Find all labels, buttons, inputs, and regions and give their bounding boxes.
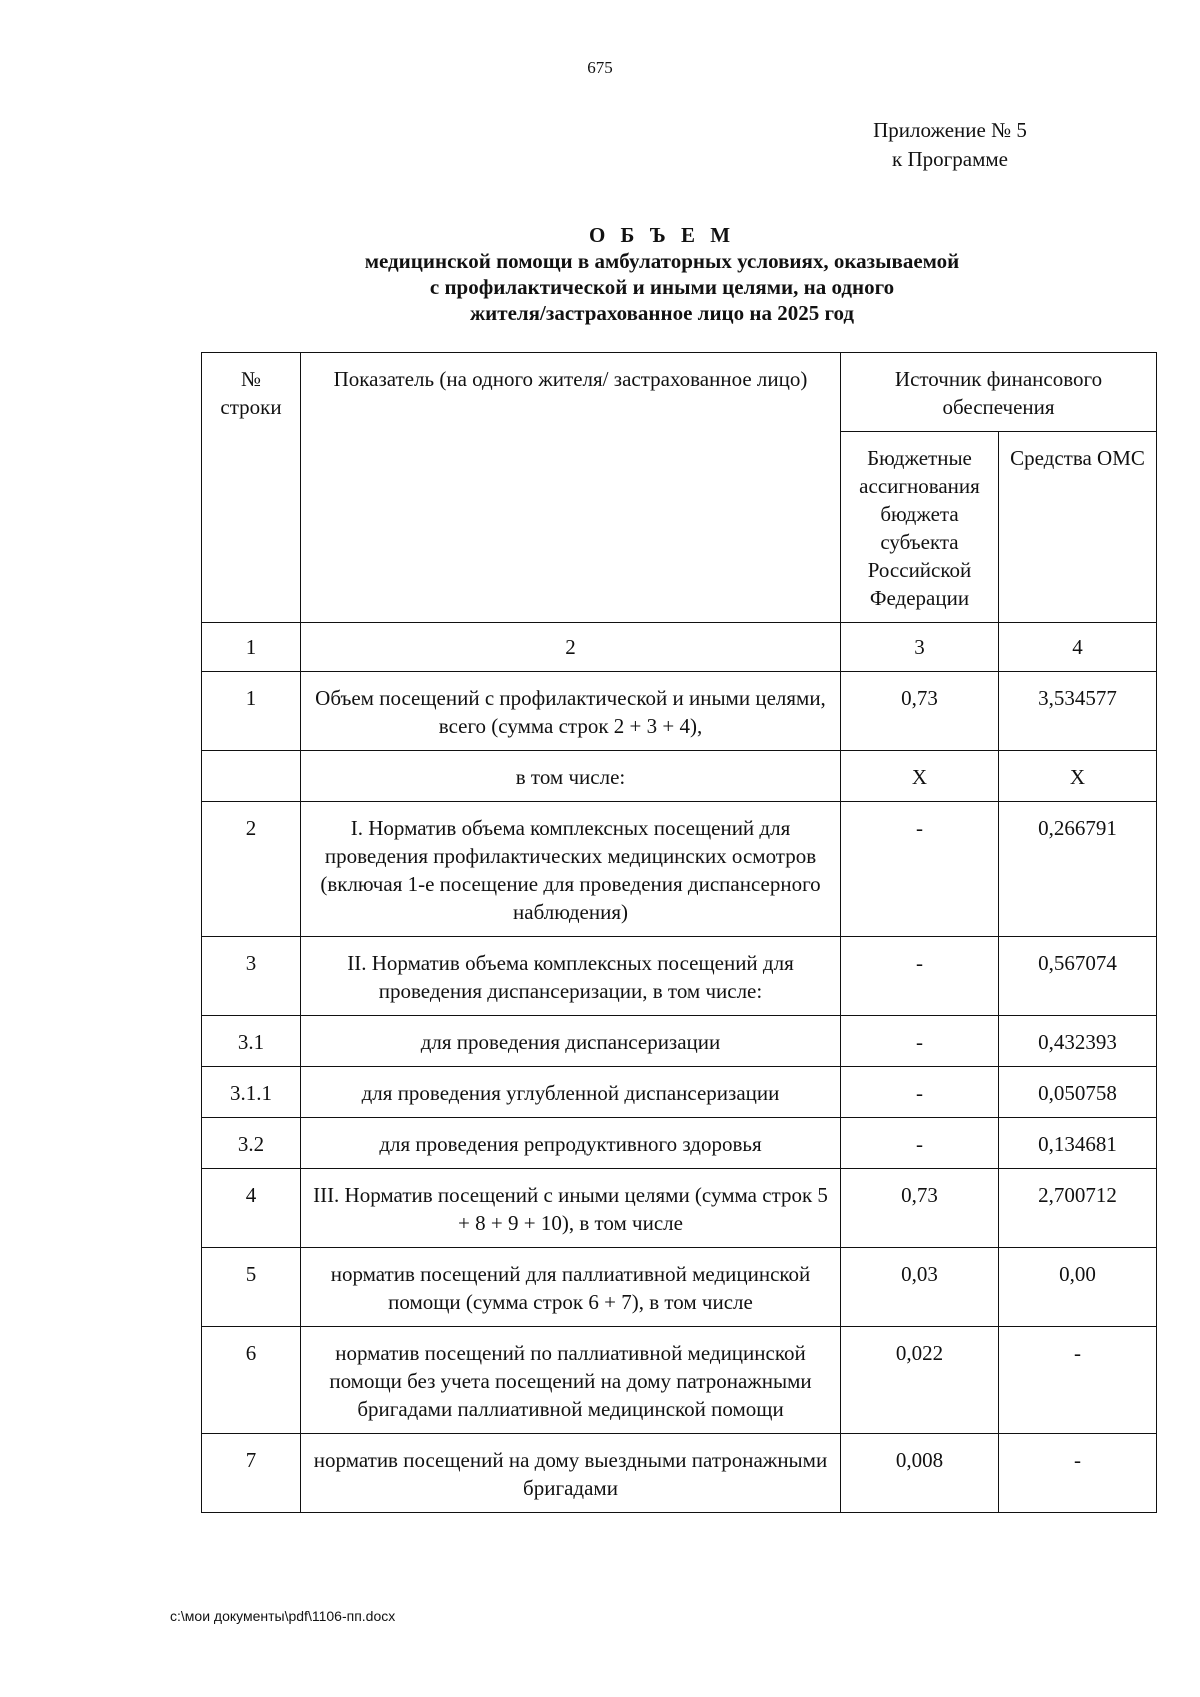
table-row — [202, 937, 1157, 1016]
row-indicator: норматив посещений на дому выездными патронажными бригадами — [301, 1434, 841, 1513]
row-oms-value: 0,00 — [999, 1248, 1157, 1327]
row-budget-value: - — [841, 802, 999, 937]
row-budget-value: 0,008 — [841, 1434, 999, 1513]
table-row — [202, 1169, 1157, 1248]
row-indicator: норматив посещений для паллиативной медицинской помощи (сумма строк 6 + 7), в том числе — [301, 1248, 841, 1327]
row-budget-value: 0,73 — [841, 672, 999, 751]
table-row — [202, 1434, 1157, 1513]
header-row-number: № строки — [202, 353, 301, 623]
row-number: 2 — [202, 802, 301, 937]
row-budget-value: - — [841, 1016, 999, 1067]
table-row — [202, 1067, 1157, 1118]
table-row — [202, 802, 1157, 937]
column-number: 4 — [999, 623, 1157, 672]
row-budget-value: - — [841, 937, 999, 1016]
header-budget: Бюджетные ассигнования бюджета субъекта Российской Федерации — [841, 432, 999, 623]
row-budget-value: 0,022 — [841, 1327, 999, 1434]
table-row — [202, 1327, 1157, 1434]
title-main: О Б Ъ Е М — [588, 223, 736, 247]
row-indicator: Объем посещений с профилактической и иными целями, всего (сумма строк 2 + 3 + 4), — [301, 672, 841, 751]
page-number: 675 — [587, 58, 613, 77]
column-number: 3 — [841, 623, 999, 672]
row-oms-value: Х — [999, 751, 1157, 802]
column-number: 2 — [301, 623, 841, 672]
table-row — [202, 1118, 1157, 1169]
row-oms-value: 2,700712 — [999, 1169, 1157, 1248]
column-number: 1 — [202, 623, 301, 672]
row-number: 3.1 — [202, 1016, 301, 1067]
row-oms-value: 0,050758 — [999, 1067, 1157, 1118]
row-oms-value: 0,266791 — [999, 802, 1157, 937]
row-number: 3.1.1 — [202, 1067, 301, 1118]
title-line-1: медицинской помощи в амбулаторных условиях, оказываемой — [364, 249, 960, 273]
header-oms: Средства ОМС — [999, 432, 1157, 623]
row-budget-value: - — [841, 1118, 999, 1169]
row-budget-value: 0,03 — [841, 1248, 999, 1327]
row-number: 1 — [202, 672, 301, 751]
row-oms-value: - — [999, 1327, 1157, 1434]
table-row — [202, 1248, 1157, 1327]
row-indicator: для проведения репродуктивного здоровья — [301, 1118, 841, 1169]
row-number: 3.2 — [202, 1118, 301, 1169]
row-indicator: III. Норматив посещений с иными целями (сумма строк 5 + 8 + 9 + 10), в том числе — [301, 1169, 841, 1248]
row-number: 3 — [202, 937, 301, 1016]
row-oms-value: 0,432393 — [999, 1016, 1157, 1067]
footer-file-path: c:\мои документы\pdf\1106-пп.docx — [170, 1608, 396, 1624]
row-indicator: II. Норматив объема комплексных посещений для проведения диспансеризации, в том числе: — [301, 937, 841, 1016]
row-indicator: норматив посещений по паллиативной медицинской помощи без учета посещений на дому патронажными бригадами паллиативной медицинской помощи — [301, 1327, 841, 1434]
row-oms-value: 3,534577 — [999, 672, 1157, 751]
row-indicator: в том числе: — [301, 751, 841, 802]
document-title — [0, 222, 1200, 326]
volume-table — [201, 352, 1157, 1513]
row-oms-value: - — [999, 1434, 1157, 1513]
row-budget-value: 0,73 — [841, 1169, 999, 1248]
row-budget-value: - — [841, 1067, 999, 1118]
table-row — [202, 672, 1157, 751]
appendix-line-1: Приложение № 5 — [873, 118, 1027, 142]
table-row — [202, 1016, 1157, 1067]
row-budget-value: Х — [841, 751, 999, 802]
appendix-line-2: к Программе — [892, 147, 1008, 171]
row-number: 4 — [202, 1169, 301, 1248]
table-row — [202, 751, 1157, 802]
row-number — [202, 751, 301, 802]
header-funding-source: Источник финансового обеспечения — [841, 353, 1157, 432]
row-oms-value: 0,134681 — [999, 1118, 1157, 1169]
title-line-3: жителя/застрахованное лицо на 2025 год — [469, 301, 855, 325]
row-indicator: для проведения диспансеризации — [301, 1016, 841, 1067]
row-number: 5 — [202, 1248, 301, 1327]
row-oms-value: 0,567074 — [999, 937, 1157, 1016]
row-indicator: для проведения углубленной диспансеризации — [301, 1067, 841, 1118]
row-number: 6 — [202, 1327, 301, 1434]
appendix-note — [830, 116, 1070, 174]
title-line-2: с профилактической и иными целями, на одного — [429, 275, 895, 299]
column-numbers-row — [202, 623, 1157, 672]
table-header-row — [202, 353, 1157, 432]
row-indicator: I. Норматив объема комплексных посещений для проведения профилактических медицинских осмотров (включая 1-е посещение для проведения диспансерного наблюдения) — [301, 802, 841, 937]
header-indicator: Показатель (на одного жителя/ застрахованное лицо) — [301, 353, 841, 623]
row-number: 7 — [202, 1434, 301, 1513]
